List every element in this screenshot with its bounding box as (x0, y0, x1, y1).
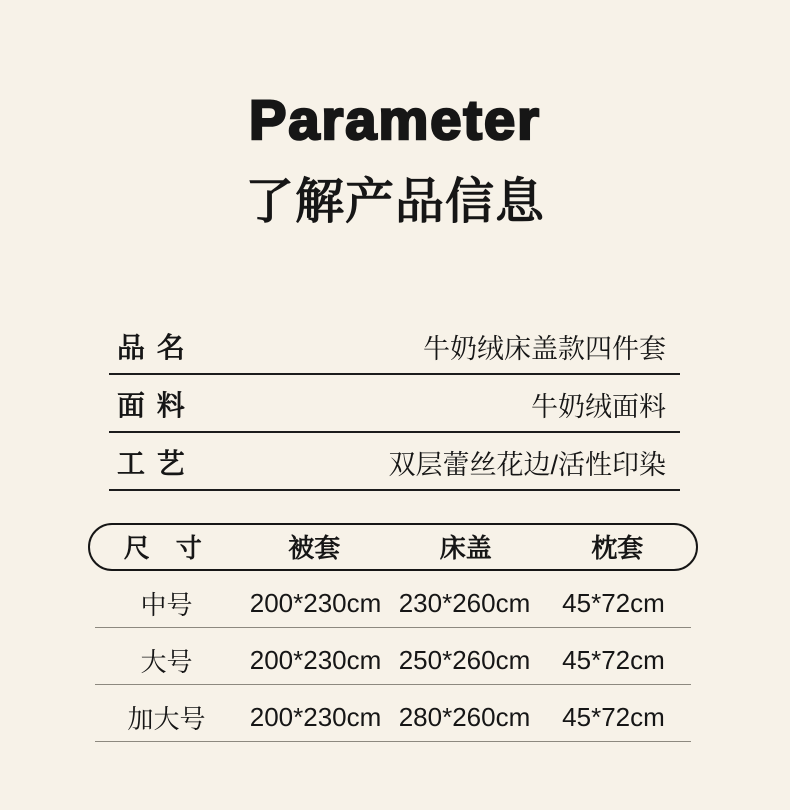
size-header-size: 尺 寸 (123, 533, 202, 564)
size-cell: 45*72cm (562, 588, 665, 619)
size-cell: 45*72cm (562, 702, 665, 733)
page-header (0, 0, 790, 230)
spec-row-product-name (109, 317, 680, 375)
size-row-large (95, 628, 691, 685)
size-cell: 200*230cm (249, 588, 382, 619)
size-cell: 200*230cm (249, 702, 382, 733)
spec-list (109, 317, 680, 491)
page-subtitle: 了解产品信息 (244, 175, 545, 229)
size-row-extra-large (95, 685, 691, 742)
spec-label: 面 料 (117, 389, 187, 421)
size-cell: 280*260cm (398, 702, 531, 733)
size-table-header (88, 523, 698, 571)
size-cell: 加大号 (127, 704, 206, 735)
size-table (88, 523, 698, 742)
spec-label: 工 艺 (117, 447, 187, 479)
page-title: Parameter (249, 88, 541, 151)
size-cell: 中号 (140, 590, 193, 621)
size-cell: 45*72cm (562, 645, 665, 676)
spec-value: 牛奶绒床盖款四件套 (423, 333, 666, 364)
size-header-duvet-cover: 被套 (288, 533, 341, 564)
size-cell: 200*230cm (249, 645, 382, 676)
size-header-pillowcase: 枕套 (591, 533, 644, 564)
spec-row-craft (109, 433, 680, 491)
spec-value: 牛奶绒面料 (531, 391, 666, 422)
size-cell: 250*260cm (398, 645, 531, 676)
size-header-bed-cover: 床盖 (439, 533, 492, 564)
size-row-medium (95, 571, 691, 628)
size-table-body (95, 571, 691, 742)
spec-value: 双层蕾丝花边/活性印染 (388, 449, 666, 480)
size-cell: 大号 (140, 647, 193, 678)
spec-row-fabric (109, 375, 680, 433)
spec-label: 品 名 (117, 331, 187, 363)
size-cell: 230*260cm (398, 588, 531, 619)
